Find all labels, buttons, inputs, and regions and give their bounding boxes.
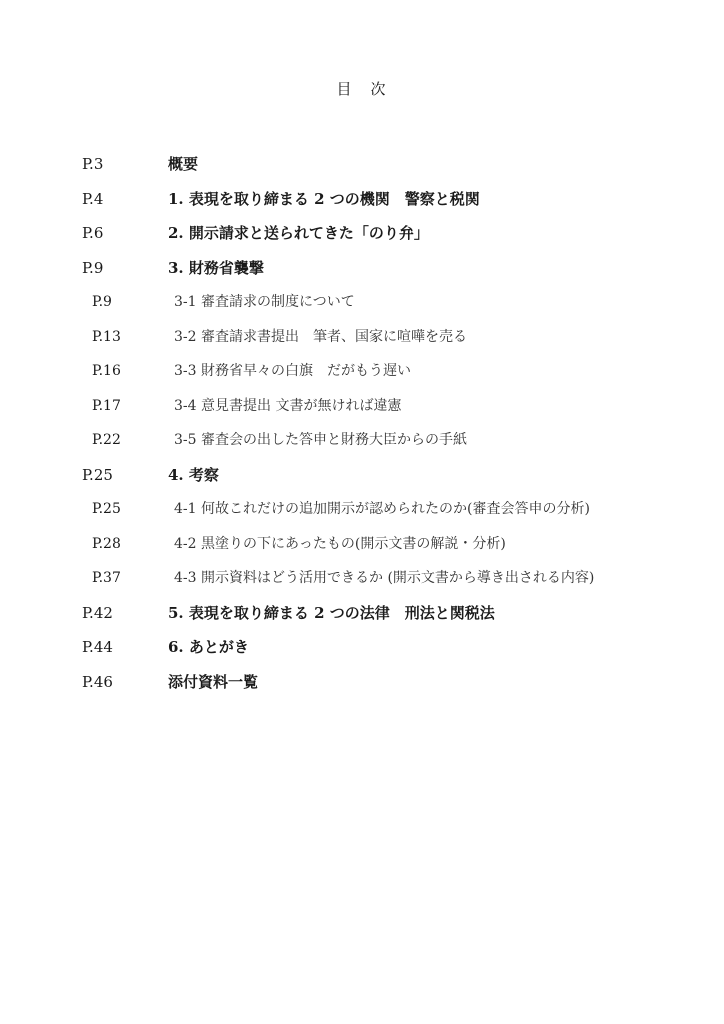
page-title: 目 次 bbox=[336, 80, 388, 98]
toc-subentry bbox=[0, 325, 724, 360]
toc-subentry bbox=[0, 428, 724, 463]
toc-entry-title: 3-2 審査請求書提出 筆者、国家に喧嘩を売る bbox=[174, 328, 467, 345]
toc-page-number: P.3 bbox=[82, 155, 104, 173]
toc-subentry bbox=[0, 497, 724, 532]
toc-entry-title: 4-2 黒塗りの下にあったもの(開示文書の解説・分析) bbox=[174, 535, 506, 552]
toc-entry bbox=[0, 221, 724, 256]
toc-subentry bbox=[0, 290, 724, 325]
toc-entry-title: 4-1 何故これだけの追加開示が認められたのか(審査会答申の分析) bbox=[174, 501, 590, 517]
toc-entry-title: 3-1 審査請求の制度について bbox=[174, 294, 355, 310]
toc-entry-title: 2. 開示請求と送られてきた「のり弁」 bbox=[168, 224, 429, 242]
toc-page-number: P.22 bbox=[92, 432, 121, 448]
toc-subentry bbox=[0, 359, 724, 394]
toc-page-number: P.17 bbox=[92, 397, 121, 414]
toc-page-number: P.13 bbox=[92, 328, 121, 345]
toc-subentry bbox=[0, 532, 724, 567]
toc-page-number: P.42 bbox=[82, 603, 113, 622]
toc-entry-title: 3-3 財務省早々の白旗 だがもう遅い bbox=[174, 363, 411, 379]
toc-entry bbox=[0, 187, 724, 222]
toc-entry-title: 1. 表現を取り締まる 2 つの機関 警察と税関 bbox=[168, 189, 480, 208]
toc-entry bbox=[0, 463, 724, 498]
toc-page-number: P.9 bbox=[92, 294, 112, 310]
toc-entry bbox=[0, 256, 724, 291]
toc-page-number: P.25 bbox=[82, 465, 113, 484]
toc-entry bbox=[0, 601, 724, 636]
toc-page-number: P.16 bbox=[92, 363, 121, 379]
toc-page-number: P.4 bbox=[82, 189, 104, 208]
toc-entry bbox=[0, 152, 724, 187]
toc-page-number: P.6 bbox=[82, 224, 104, 242]
table-of-contents bbox=[0, 152, 724, 704]
toc-page-number: P.46 bbox=[82, 672, 113, 691]
toc-subentry bbox=[0, 394, 724, 429]
toc-page-number: P.9 bbox=[82, 258, 104, 277]
toc-entry-title: 5. 表現を取り締まる 2 つの法律 刑法と関税法 bbox=[168, 603, 495, 622]
toc-entry bbox=[0, 670, 724, 705]
toc-entry-title: 3-4 意見書提出 文書が無ければ違憲 bbox=[174, 397, 402, 414]
toc-page-number: P.44 bbox=[82, 638, 113, 656]
toc-entry-title: 添付資料一覧 bbox=[168, 672, 259, 691]
toc-entry bbox=[0, 635, 724, 670]
toc-entry-title: 6. あとがき bbox=[168, 638, 249, 656]
toc-entry-title: 概要 bbox=[168, 155, 199, 173]
toc-page-number: P.25 bbox=[92, 501, 121, 517]
toc-entry-title: 3-5 審査会の出した答申と財務大臣からの手紙 bbox=[174, 432, 467, 448]
toc-entry-title: 3. 財務省襲撃 bbox=[168, 258, 264, 277]
toc-entry-title: 4. 考察 bbox=[168, 465, 219, 484]
toc-page-number: P.28 bbox=[92, 535, 121, 552]
toc-entry-title: 4-3 開示資料はどう活用できるか (開示文書から導き出される内容) bbox=[174, 570, 595, 586]
toc-page-number: P.37 bbox=[92, 570, 121, 586]
toc-subentry bbox=[0, 566, 724, 601]
